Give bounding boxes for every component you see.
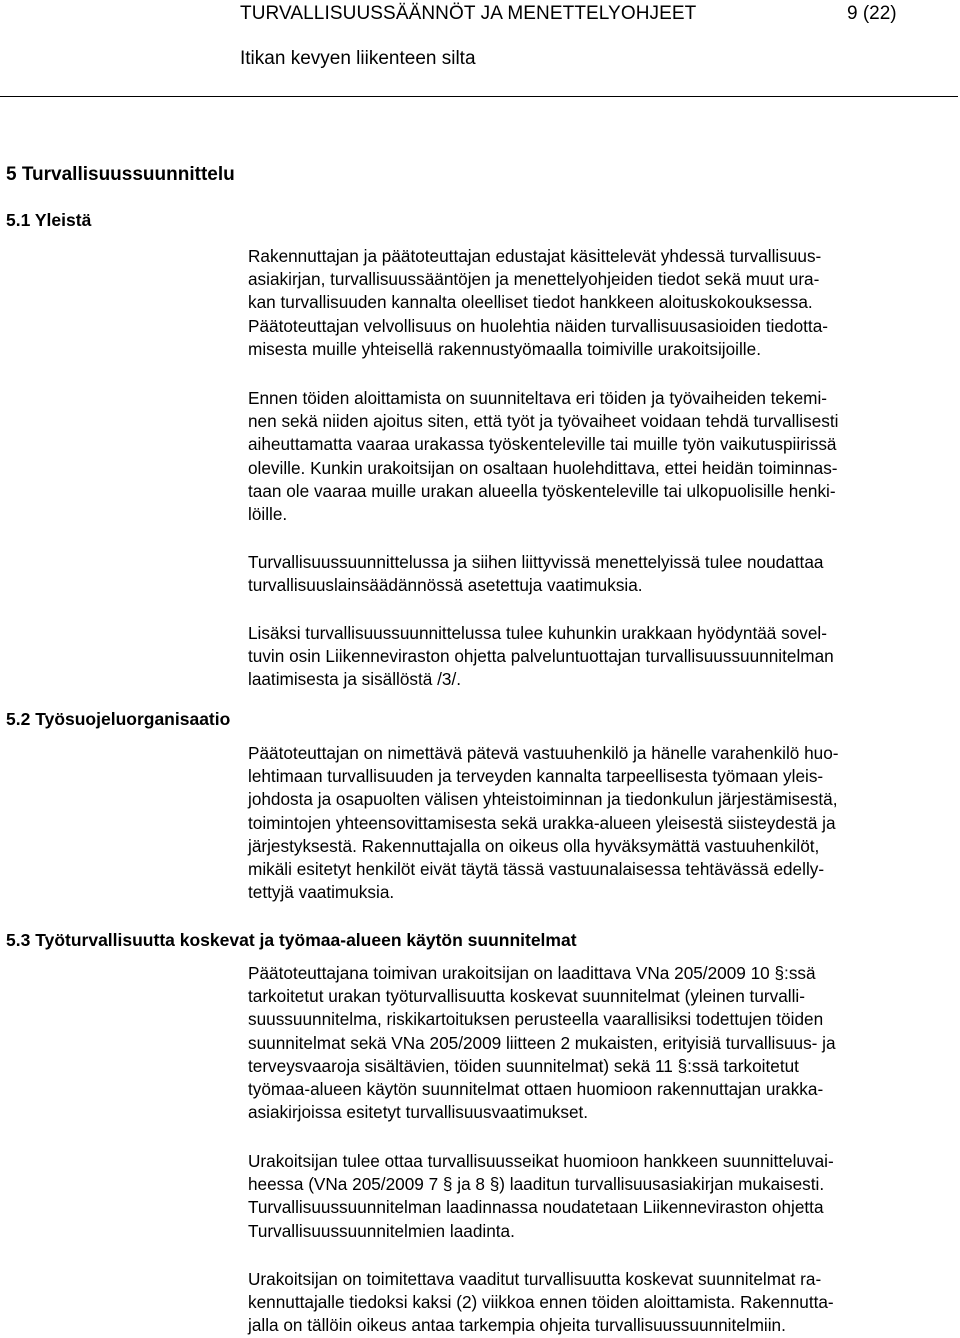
text-line: laatimisesta ja sisällöstä /3/.	[248, 669, 462, 690]
text-line: kan turvallisuuden kannalta oleelliset tiedot hankkeen aloituskokouksessa.	[248, 292, 813, 313]
text-line: Turvallisuussuunnitelmien laadinta.	[248, 1220, 515, 1241]
text-line: misesta muille yhteisellä rakennustyömaalla toimiville urakoitsijoille.	[248, 338, 761, 359]
text-line: suunnitelmat sekä VNa 205/2009 liitteen 2 mukaisten, erityisiä turvallisuus- ja	[248, 1032, 836, 1053]
text-line: nen sekä niiden ajoitus siten, että työt ja työvaiheet voidaan tehdä turvallisesti	[248, 411, 839, 432]
text-line: järjestyksestä. Rakennuttajalla on oikeus olla hyväksymättä vastuuhenkilöt,	[248, 835, 820, 856]
text-line: toimintojen yhteensovittamisesta sekä urakka-alueen yleisestä siisteydestä ja	[248, 812, 836, 833]
text-line: johdosta ja osapuolten välisen yhteistoiminnan ja tiedonkulun järjestämisestä,	[248, 789, 838, 810]
text-line: Ennen töiden aloittamista on suunniteltava eri töiden ja työvaiheiden tekemi-	[248, 388, 828, 408]
text-line: tettyjä vaatimuksia.	[248, 882, 395, 903]
text-line: asiakirjoissa esitetyt turvallisuusvaatimukset.	[248, 1102, 589, 1123]
header-divider	[0, 96, 958, 97]
section-5-3-heading: 5.3 Työturvallisuutta koskevat ja työmaa-alueen käytön suunnitelmat	[6, 930, 577, 950]
text-line: löille.	[248, 504, 288, 525]
section-5-1-paragraph-3	[248, 551, 954, 597]
text-line: Päätoteuttajana toimivan urakoitsijan on laadittava VNa 205/2009 10 §:ssä	[248, 963, 816, 983]
section-5-2-paragraph-1	[248, 742, 954, 904]
text-line: turvallisuuslainsäädännössä asetettuja vaatimuksia.	[248, 575, 643, 596]
section-5-3-paragraph-3	[248, 1268, 954, 1338]
section-5-1-paragraph-1	[248, 245, 954, 361]
text-line: tarkoitetut urakan työturvallisuutta koskevat suunnitelmat (yleinen turvalli-	[248, 986, 805, 1007]
text-line: Päätoteuttajan on nimettävä pätevä vastuuhenkilö ja hänelle varahenkilö huo-	[248, 743, 839, 763]
page-number: 9 (22)	[847, 3, 897, 24]
text-line: Turvallisuussuunnitelman laadinnassa noudatetaan Liikenneviraston ohjetta	[248, 1197, 824, 1218]
text-line: työmaa-alueen käytön suunnitelmat ottaen huomioon rakennuttajan urakka-	[248, 1079, 824, 1100]
text-line: kennuttajalle tiedoksi kaksi (2) viikkoa ennen töiden aloittamista. Rakennutta-	[248, 1292, 834, 1313]
section-5-1-heading: 5.1 Yleistä	[6, 210, 92, 230]
text-line: Lisäksi turvallisuussuunnittelussa tulee kuhunkin urakkaan hyödyntää sovel-	[248, 623, 827, 643]
text-line: aiheuttamatta vaaraa urakassa työskenteleville tai muille työn vaikutuspiirissä	[248, 434, 837, 455]
section-5-2-heading: 5.2 Työsuojeluorganisaatio	[6, 709, 231, 729]
text-line: Rakennuttajan ja päätoteuttajan edustajat käsittelevät yhdessä turvallisuus-	[248, 246, 822, 266]
text-line: lehtimaan turvallisuuden ja terveyden kannalta tarpeellisesta työmaan yleis-	[248, 766, 824, 787]
section-5-1-paragraph-2	[248, 387, 954, 526]
text-line: heessa (VNa 205/2009 7 § ja 8 §) laaditun turvallisuusasiakirjan mukaisesti.	[248, 1174, 825, 1195]
text-line: Turvallisuussuunnittelussa ja siihen liittyvissä menettelyissä tulee noudattaa	[248, 552, 824, 572]
text-line: mikäli esitetyt henkilöt eivät täytä tässä vastuunalaisessa tehtävässä edelly-	[248, 859, 825, 880]
text-line: oleville. Kunkin urakoitsijan on osaltaan huolehdittava, ettei heidän toiminnas-	[248, 457, 838, 478]
text-line: Urakoitsijan on toimitettava vaaditut turvallisuutta koskevat suunnitelmat ra-	[248, 1269, 822, 1289]
text-line: asiakirjan, turvallisuussääntöjen ja menettelyohjeiden tiedot sekä muut ura-	[248, 269, 820, 290]
section-5-3-paragraph-1	[248, 962, 954, 1124]
section-5-1-paragraph-4	[248, 622, 954, 692]
document-subtitle: Itikan kevyen liikenteen silta	[240, 48, 476, 69]
document-title: TURVALLISUUSSÄÄNNÖT JA MENETTELYOHJEET	[240, 3, 697, 24]
text-line: tuvin osin Liikenneviraston ohjetta palveluntuottajan turvallisuussuunnitelman	[248, 646, 834, 667]
text-line: suussuunnitelma, riskikartoituksen perusteella vaarallisiksi todettujen töiden	[248, 1009, 824, 1030]
text-line: jalla on tällöin oikeus antaa tarkempia ohjeita turvallisuussuunnitelmiin.	[248, 1315, 786, 1336]
text-line: Päätoteuttajan velvollisuus on huolehtia näiden turvallisuusasioiden tiedotta-	[248, 315, 828, 336]
text-line: terveysvaaroja sisältävien, töiden suunnitelmat) sekä 11 §:ssä tarkoitetut	[248, 1055, 799, 1076]
section-5-heading: 5 Turvallisuussuunnittelu	[6, 164, 235, 185]
section-5-3-paragraph-2	[248, 1150, 954, 1243]
text-line: Urakoitsijan tulee ottaa turvallisuusseikat huomioon hankkeen suunnitteluvai-	[248, 1151, 834, 1171]
text-line: taan ole vaaraa muille urakan alueella työskenteleville tai ulkopuolisille henki-	[248, 480, 836, 501]
